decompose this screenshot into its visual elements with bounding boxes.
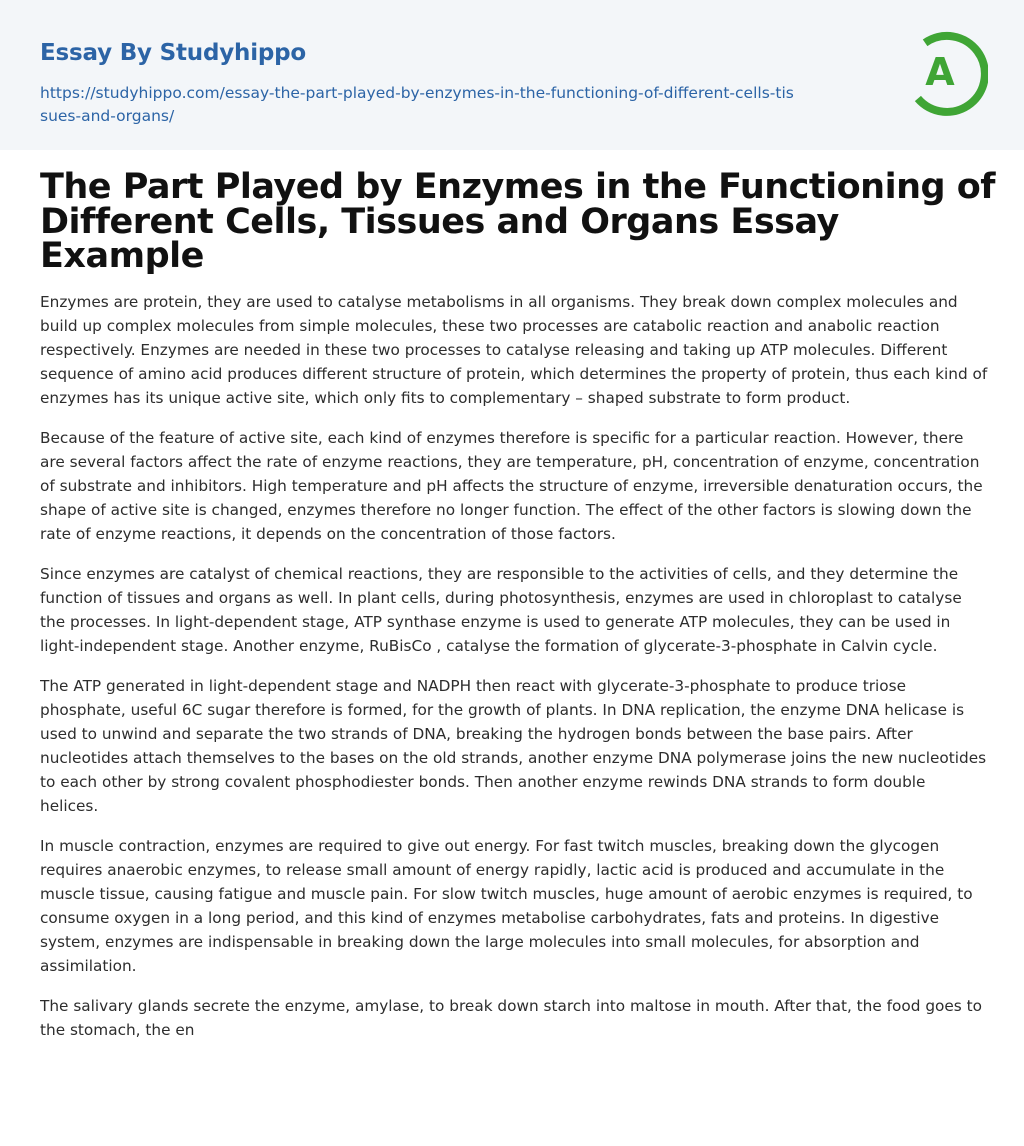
essay-paragraph: Enzymes are protein, they are used to catalyse metabolisms in all organisms. They break down complex molecules and build up complex molecules from simple molecules, these two processes are catabolic reaction and anabolic reaction respectively. Enzymes are needed in these two processes to catalyse releasing and taking up ATP molecules. Different sequence of amino acid produces different structure of protein, which determines the property of protein, thus each kind of enzymes has its unique active site, which only fits to complementary – shaped substrate to form product. — [40, 293, 988, 407]
essay-paragraph: Because of the feature of active site, each kind of enzymes therefore is specific for a particular reaction. However, there are several factors affect the rate of enzyme reactions, they are temperature, pH, concentration of enzyme, concentration of substrate and inhibitors. High temperature and pH affects the structure of enzyme, irreversible denaturation occurs, the shape of active site is changed, enzymes therefore no longer function. The effect of the other factors is slowing down the rate of enzyme reactions, it depends on the concentration of those factors. — [40, 429, 983, 543]
brand-name[interactable]: Essay By Studyhippo — [40, 40, 307, 66]
logo-letter: A — [925, 50, 955, 94]
source-url-link[interactable]: https://studyhippo.com/essay-the-part-played-by-enzymes-in-the-functioning-of-different-cells-tissues-and-organs/ — [40, 84, 794, 125]
essay-paragraph: The ATP generated in light-dependent stage and NADPH then react with glycerate-3-phosphate to produce triose phosphate, useful 6C sugar therefore is formed, for the growth of plants. In DNA replication, the enzyme DNA helicase is used to unwind and separate the two strands of DNA, breaking the hydrogen bonds between the base pairs. After nucleotides attach themselves to the bases on the old strands, another enzyme DNA polymerase joins the new nucleotides to each other by strong covalent phosphodiester bonds. Then another enzyme rewinds DNA strands to form double helices. — [40, 677, 987, 815]
essay-paragraph: The salivary glands secrete the enzyme, amylase, to break down starch into maltose in mouth. After that, the food goes to the stomach, the en — [40, 997, 982, 1039]
essay-paragraph: Since enzymes are catalyst of chemical reactions, they are responsible to the activities of cells, and they determine the function of tissues and organs as well. In plant cells, during photosynthesis, enzymes are used in chloroplast to catalyse the processes. In light-dependent stage, ATP synthase enzyme is used to generate ATP molecules, they can be used in light-independent stage. Another enzyme, RuBisCo , catalyse the formation of glycerate-3-phosphate in Calvin cycle. — [40, 565, 962, 655]
site-header — [0, 0, 1024, 150]
essay-paragraph: In muscle contraction, enzymes are required to give out energy. For fast twitch muscles, breaking down the glycogen requires anaerobic enzymes, to release small amount of energy rapidly, lactic acid is produced and accumulate in the muscle tissue, causing fatigue and muscle pain. For slow twitch muscles, huge amount of aerobic enzymes is required, to consume oxygen in a long period, and this kind of enzymes metabolise carbohydrates, fats and proteins. In digestive system, enzymes are indispensable in breaking down the large molecules into small molecules, for absorption and assimilation. — [40, 837, 973, 975]
essay-title: The Part Played by Enzymes in the Functioning of Different Cells, Tissues and Organs Essay Example — [40, 167, 996, 276]
studyhippo-logo-icon[interactable] — [908, 28, 988, 116]
essay-body — [40, 290, 988, 1110]
